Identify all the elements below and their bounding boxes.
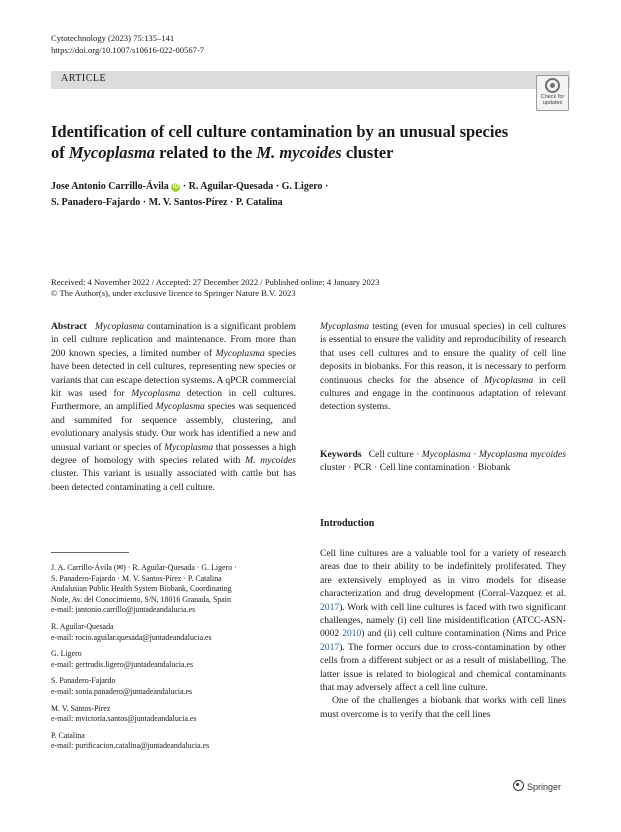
email-link[interactable]: e-mail: gertrudis.ligero@juntadeandalucia.es — [51, 659, 194, 669]
publication-dates — [51, 277, 571, 299]
copyright-line: © The Author(s), under exclusive licence to Springer Nature B.V. 2023 — [51, 288, 296, 298]
introduction-text: Cell line cultures are a valuable tool for a variety of research areas due to their ability to be indefinitely proliferated. They are extensively employed as in vitro models for disease characterization and drug development (Corral-Vazquez et al. 2017). Work with cell line cultures is faced with two significant challenges, namely (i) cell line misidentification (ATCC-ASN-0002 2010) and (ii) cell culture contamination (Nims and Price 2017). The former occurs due to cross-contamination by other cells from a different subject or as a result of mislabelling. The latter issue is related to biological and chemical contaminants that may adversely affect a cell line culture. One of the challenges a biobank that works with cell lines must overcome is to verify that the cell lines — [320, 548, 566, 720]
publisher-logo: Springer — [513, 780, 561, 792]
email-link[interactable]: e-mail: jantonio.carrillo@juntadeandalucia.es — [51, 605, 196, 615]
abstract-label: Abstract — [51, 321, 87, 332]
abstract-right-column: Mycoplasma testing (even for unusual species) in cell cultures is essential to ensure the validity and reproducibility of research that uses cell cultures and to ensure the quality of cell line deposits in biobanks. For this reason, it is necessary to perform continuous checks for the absence of Mycoplasma in cell cultures and engage in the continuous adaptation of relevant detection systems. — [320, 321, 566, 413]
email-link[interactable]: e-mail: rocio.aguilar.quesada@juntadeandalucia.es — [51, 632, 212, 642]
abstract-left-column: Abstract Mycoplasma contamination is a significant problem in cell culture replication and maintenance. From more than 200 known species, a limited number of Mycoplasma species have been detected in cell cultures, representing new species or variants that can escape detection systems. A qPCR commercial kit was used for Mycoplasma detection in cell cultures. Furthermore, an amplified Mycoplasma species was sequenced and summited for sequence assembly, clustering, and evolutionary analysis study. Our work has identified a new and unusual variant or species of Mycoplasma that possesses a high degree of homology with species related with M. mycoides cluster. This variant is usually associated with cattle but has been detected contaminating a cell culture. — [51, 321, 296, 493]
dates-line: Received: 4 November 2022 / Accepted: 27 December 2022 / Published online: 4 January 2023 — [51, 277, 380, 287]
check-updates-text-2: updates — [542, 100, 563, 106]
affiliations: J. A. Carrillo-Ávila (✉) · R. Aguilar-Quesada · G. Ligero · S. Panadero-Fajardo · M. V. Santos-Pírez · P. Catalina Andalusian Public Health System Biobank, Coordinating Node, Av. del Conocimiento, S/N, 18016 Granada, Spain e-mail: jantonio.carrillo@juntadeandalucia.es R. Aguilar-Quesada e-mail: rocio.aguilar.quesada@juntadeandalucia.es G. Ligero e-mail: gertrudis.ligero@juntadeandalucia.es S. Panadero-Fajardo e-mail: sonia.panadero@juntadeandalucia.es M. V. Santos-Pírez e-mail: mvictoria.santos@juntadeandalucia.es P. Catalina e-mail: purificacion.catalina@juntadeandalucia.es — [51, 563, 301, 758]
check-updates-text-1: Check for — [540, 94, 565, 100]
email-link[interactable]: e-mail: mvictoria.santos@juntadeandalucia.es — [51, 714, 197, 724]
author-names-line2: S. Panadero-Fajardo · M. V. Santos-Pírez · P. Catalina — [51, 197, 283, 208]
check-updates-icon — [545, 78, 560, 93]
journal-citation: Cytotechnology (2023) 75:135–141 — [51, 33, 175, 43]
email-link[interactable]: e-mail: sonia.panadero@juntadeandalucia.es — [51, 686, 193, 696]
citation-link[interactable]: 2010 — [342, 628, 362, 640]
citation-link[interactable]: 2017 — [320, 641, 340, 653]
author-name[interactable]: Jose Antonio Carrillo-Ávila — [51, 181, 169, 192]
keywords-label: Keywords — [320, 449, 362, 460]
introduction-heading: Introduction — [320, 518, 375, 529]
email-link[interactable]: e-mail: purificacion.catalina@juntadeandalucia.es — [51, 741, 210, 751]
orcid-icon[interactable]: iD — [172, 184, 179, 190]
journal-header — [51, 32, 204, 56]
author-list: Jose Antonio Carrillo-Ávila iD · R. Aguilar-Quesada · G. Ligero · S. Panadero-Fajardo · M. V. Santos-Pírez · P. Catalina — [51, 181, 329, 208]
article-type-label: ARTICLE — [61, 73, 107, 84]
doi-link[interactable]: https://doi.org/10.1007/s10616-022-00567-7 — [51, 45, 205, 55]
check-for-updates-badge[interactable] — [536, 75, 569, 111]
paper-title: Identification of cell culture contamination by an unusual species of Mycoplasma related to the M. mycoides cluster — [51, 122, 509, 162]
keywords: Keywords Cell culture · Mycoplasma · Mycoplasma mycoides cluster · PCR · Cell line contamination · Biobank — [320, 449, 566, 474]
citation-link[interactable]: 2017 — [320, 601, 340, 613]
footnote-divider — [51, 552, 129, 553]
article-type-bar — [51, 71, 570, 89]
springer-horse-icon — [513, 780, 524, 791]
